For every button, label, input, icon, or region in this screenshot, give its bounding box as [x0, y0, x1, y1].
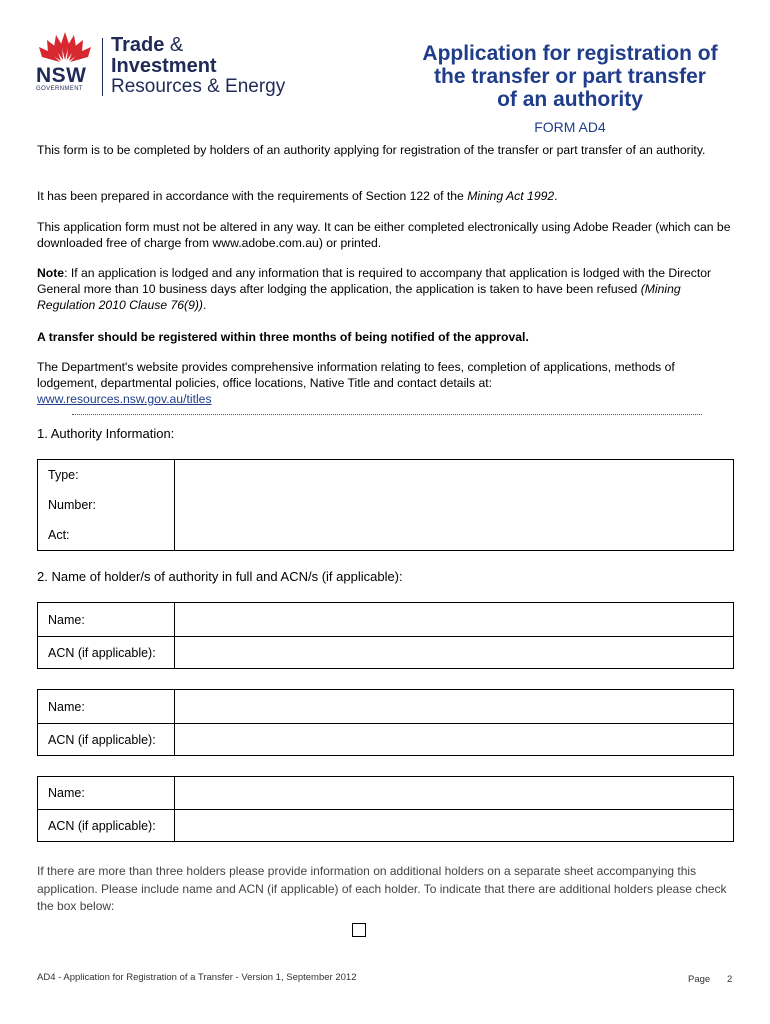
- intro-website-paragraph: The Department's website provides comprehensive information relating to fees, completion of applications, methods of lodgement, departmental policies, office locations, Native Title and contact details at:: [37, 360, 675, 390]
- holder-2-table: [37, 689, 734, 756]
- holder-2-name-field[interactable]: [175, 690, 734, 724]
- holder-2-acn-label: ACN (if applicable):: [38, 724, 175, 756]
- waratah-logo-icon: [36, 30, 94, 64]
- table-row: [38, 690, 734, 724]
- holder-2-acn-field[interactable]: [175, 724, 734, 756]
- number-field[interactable]: [175, 490, 734, 520]
- website-link[interactable]: www.resources.nsw.gov.au/titles: [37, 392, 212, 406]
- holder-2-name-label: Name:: [38, 690, 175, 724]
- type-label: Type:: [38, 460, 175, 491]
- table-row: [38, 460, 734, 491]
- dotted-divider: [72, 414, 702, 415]
- form-code: FORM AD4: [534, 119, 606, 135]
- type-field[interactable]: [175, 460, 734, 491]
- intro-paragraph-1: This form is to be completed by holders of an authority applying for registration of the transfer or part transfer of an authority.: [37, 143, 706, 157]
- table-row: [38, 490, 734, 520]
- holder-1-table: [37, 602, 734, 669]
- table-row: [38, 724, 734, 756]
- logo-trade-text: Trade &: [111, 34, 184, 56]
- intro-transfer-warning: A transfer should be registered within three months of being notified of the approval.: [37, 330, 529, 344]
- table-row: [38, 777, 734, 810]
- table-row: [38, 603, 734, 637]
- act-field[interactable]: [175, 520, 734, 551]
- number-label: Number:: [38, 490, 175, 520]
- section-2-heading: 2. Name of holder/s of authority in full and ACN/s (if applicable):: [37, 569, 403, 584]
- logo-investment-text: Investment: [111, 55, 217, 77]
- holder-1-acn-field[interactable]: [175, 637, 734, 669]
- logo-divider: [102, 38, 103, 96]
- additional-holders-checkbox[interactable]: [352, 923, 366, 937]
- holder-1-name-label: Name:: [38, 603, 175, 637]
- logo-resources-text: Resources & Energy: [111, 76, 286, 97]
- holder-3-name-label: Name:: [38, 777, 175, 810]
- intro-paragraph-2: It has been prepared in accordance with the requirements of Section 122 of the Mining Act 1992.: [37, 189, 558, 203]
- table-row: [38, 637, 734, 669]
- holder-3-acn-field[interactable]: [175, 810, 734, 842]
- page-number: 2: [727, 974, 733, 985]
- holder-3-table: [37, 776, 734, 842]
- intro-paragraph-3: This application form must not be altered in any way. It can be either completed electronically using Adobe Reader (which can be downloaded free of charge from www.adobe.com.au) or printed.: [37, 220, 731, 250]
- holder-1-name-field[interactable]: [175, 603, 734, 637]
- holder-3-name-field[interactable]: [175, 777, 734, 810]
- authority-info-table: [37, 459, 734, 551]
- website-link-row: [37, 391, 737, 407]
- table-row: [38, 810, 734, 842]
- additional-holders-note: If there are more than three holders please provide information on additional holders on a separate sheet accompanying this application. Please include name and ACN (if applicable) of each holder. To indicate that there are additional holders please check the box below:: [37, 864, 727, 913]
- section-1-heading: 1. Authority Information:: [37, 426, 175, 441]
- intro-note-paragraph: Note: If an application is lodged and any information that is required to accompany that application is lodged with the Director General more than 10 business days after lodging the application, the application is taken to have been refused (Mining Regulation 2010 Clause 76(9)).: [37, 266, 712, 312]
- page-label: Page: [688, 974, 711, 985]
- act-label: Act:: [38, 520, 175, 551]
- holder-3-acn-label: ACN (if applicable):: [38, 810, 175, 842]
- footer-text: AD4 - Application for Registration of a Transfer - Version 1, September 2012: [37, 972, 357, 983]
- table-row: [38, 520, 734, 551]
- holder-1-acn-label: ACN (if applicable):: [38, 637, 175, 669]
- logo-nsw-text: NSW: [36, 64, 87, 87]
- page-title: Application for registration of the transfer or part transfer of an authority: [422, 42, 718, 111]
- logo-government-text: GOVERNMENT: [36, 86, 84, 92]
